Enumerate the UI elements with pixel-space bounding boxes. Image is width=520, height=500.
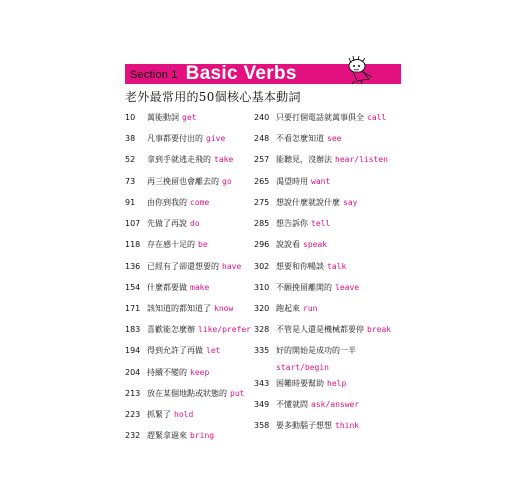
chinese-description: 拿到手就逃走飛的 <box>147 155 211 164</box>
page-number: 154 <box>125 283 141 292</box>
page-number: 136 <box>125 262 141 271</box>
page-number: 52 <box>125 155 136 164</box>
chinese-description: 好的開始是成功的一半 <box>276 346 356 355</box>
english-verb: hear/listen <box>335 155 388 164</box>
verb-description <box>276 420 404 432</box>
page-number: 240 <box>254 113 270 122</box>
page-number: 328 <box>254 325 270 334</box>
page-number: 275 <box>254 198 270 207</box>
english-verb: think <box>335 421 360 430</box>
page-subtitle: 老外最常用的50個核心基本動詞 <box>125 90 301 104</box>
page-number: 296 <box>254 240 270 249</box>
verb-description <box>276 176 404 188</box>
page-number: 248 <box>254 134 270 143</box>
chinese-description: 想要和你暢談 <box>276 262 324 271</box>
verb-description <box>276 197 404 209</box>
page-number: 310 <box>254 283 270 292</box>
page-number: 265 <box>254 177 270 186</box>
verb-description <box>276 399 404 411</box>
mascot-illustration-icon <box>343 55 375 85</box>
english-verb: know <box>214 304 234 313</box>
english-verb: take <box>214 155 234 164</box>
english-verb: see <box>327 134 342 143</box>
page-number: 343 <box>254 379 270 388</box>
page-number: 335 <box>254 346 270 355</box>
verb-description <box>276 324 404 336</box>
page-number: 232 <box>125 431 141 440</box>
chinese-description: 渴望時用 <box>276 177 308 186</box>
page-number: 91 <box>125 198 136 207</box>
chinese-description: 存在感十足的 <box>147 240 195 249</box>
chinese-description: 能聽見，沒辦法 <box>276 155 332 164</box>
page-number: 223 <box>125 410 141 419</box>
chinese-description: 要多動腦子想想 <box>276 421 332 430</box>
page-number: 73 <box>125 177 136 186</box>
english-verb: let <box>206 346 221 355</box>
english-verb: bring <box>190 431 215 440</box>
chinese-description: 抓緊了 <box>147 410 171 419</box>
verb-description <box>276 239 404 251</box>
english-verb: start/begin <box>276 363 329 372</box>
page-number: 10 <box>125 113 136 122</box>
verb-description <box>276 303 404 315</box>
page-number: 107 <box>125 219 141 228</box>
page-number: 204 <box>125 368 141 377</box>
chinese-description: 什麼都要做 <box>147 283 187 292</box>
chinese-description: 放在某個地點或狀態的 <box>147 389 227 398</box>
english-verb: get <box>182 113 197 122</box>
page-number: 171 <box>125 304 141 313</box>
chinese-description: 說說看 <box>276 240 300 249</box>
verb-description <box>276 154 404 166</box>
english-verb: be <box>198 240 208 249</box>
chinese-description: 由你到我的 <box>147 198 187 207</box>
english-verb: leave <box>335 283 360 292</box>
chinese-description: 不管是人還是機械都要停 <box>276 325 364 334</box>
chinese-description: 再三挽留也會離去的 <box>147 177 219 186</box>
page-number: 183 <box>125 325 141 334</box>
english-verb: break <box>367 325 392 334</box>
chinese-description: 不願挽留離開的 <box>276 283 332 292</box>
english-verb: want <box>311 177 331 186</box>
chinese-description: 該知道的都知道了 <box>147 304 211 313</box>
chinese-description: 想說什麼就說什麼 <box>276 198 340 207</box>
chinese-description: 不懂就問 <box>276 400 308 409</box>
english-verb: come <box>190 198 210 207</box>
page-number: 358 <box>254 421 270 430</box>
chinese-description: 已經有了卻還想要的 <box>147 262 219 271</box>
english-verb: say <box>343 198 358 207</box>
english-verb: run <box>303 304 318 313</box>
section-label: Section 1 <box>130 69 178 81</box>
chinese-description: 凡事都要付出的 <box>147 134 203 143</box>
english-verb: ask/answer <box>311 400 360 409</box>
page-number: 213 <box>125 389 141 398</box>
english-verb: have <box>222 262 242 271</box>
english-verb: put <box>230 389 245 398</box>
page-number: 257 <box>254 155 270 164</box>
english-verb: give <box>206 134 226 143</box>
english-verb: call <box>367 113 387 122</box>
page-number: 194 <box>125 346 141 355</box>
page-number: 118 <box>125 240 141 249</box>
chinese-description: 不看怎麼知道 <box>276 134 324 143</box>
english-verb: make <box>190 283 210 292</box>
chinese-description: 只要打個電話就萬事俱全 <box>276 113 364 122</box>
page-number: 302 <box>254 262 270 271</box>
english-verb: help <box>327 379 347 388</box>
verb-description <box>276 378 404 390</box>
chinese-description: 趕緊拿過來 <box>147 431 187 440</box>
english-verb: go <box>222 177 232 186</box>
english-verb: do <box>190 219 200 228</box>
chinese-description: 萬能動詞 <box>147 113 179 122</box>
verb-description <box>276 282 404 294</box>
chinese-description: 喜歡能怎麼辦 <box>147 325 195 334</box>
english-verb: tell <box>311 219 331 228</box>
chinese-description: 得到允許了再做 <box>147 346 203 355</box>
english-verb: hold <box>174 410 194 419</box>
verb-description <box>276 218 404 230</box>
page-number: 285 <box>254 219 270 228</box>
page-number: 38 <box>125 134 136 143</box>
chinese-description: 先做了再說 <box>147 219 187 228</box>
chinese-description: 困難時要幫助 <box>276 379 324 388</box>
verb-description <box>276 112 404 124</box>
chinese-description: 持續不變的 <box>147 368 187 377</box>
english-verb: speak <box>303 240 328 249</box>
page-number: 349 <box>254 400 270 409</box>
english-verb: keep <box>190 368 210 377</box>
verb-description <box>276 261 404 273</box>
verb-description <box>276 133 404 145</box>
english-verb: like/prefer <box>198 325 251 334</box>
chinese-description: 跑起來 <box>276 304 300 313</box>
verb-description <box>276 345 404 374</box>
english-verb: talk <box>327 262 347 271</box>
page-number: 320 <box>254 304 270 313</box>
section-title: Basic Verbs <box>185 63 297 84</box>
chinese-description: 想告訴你 <box>276 219 308 228</box>
